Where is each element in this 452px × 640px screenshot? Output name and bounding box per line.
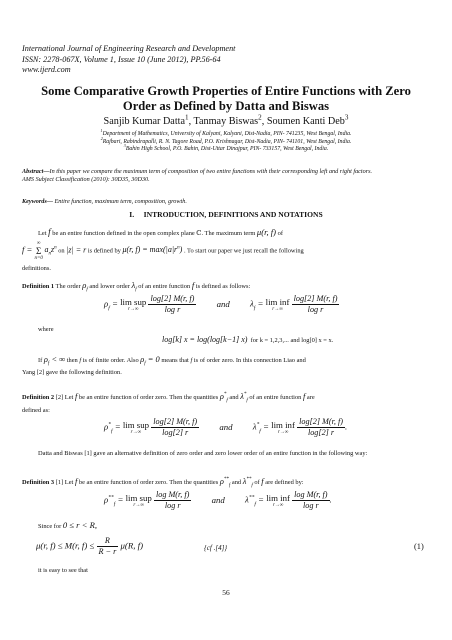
eq-period: . — [329, 494, 332, 505]
series-term — [44, 245, 57, 258]
affiliations — [0, 128, 452, 154]
abstract-label: Abstract— — [22, 168, 50, 175]
inequality-lhs: μ(r, f) ≤ M(r, f) ≤ — [36, 540, 95, 551]
paper-title: Some Comparative Growth Properties of Entire Functions with Zero Order as Defined by Datta and Biswas — [41, 84, 411, 113]
intro-paragraph-line3: definitions. — [22, 265, 51, 272]
text-fragment: and — [231, 479, 242, 486]
fraction — [154, 490, 191, 511]
math-sub-f: f — [246, 398, 248, 404]
fraction-denominator: log r — [164, 305, 181, 314]
math-sub-f: f — [226, 398, 228, 404]
eq-rho: ρ — [104, 298, 109, 309]
affiliation-1-text: Department of Mathematics, University of Kalyani, Kalyani, Dist-Nadia, PIN- 741235, West Bengal, India. — [102, 131, 352, 137]
author-2-sup: 2 — [258, 113, 262, 122]
fraction-denominator: log r — [302, 501, 319, 510]
fraction-numerator: R — [97, 536, 119, 547]
eq-rho: ρ — [104, 494, 109, 505]
fraction — [292, 490, 329, 511]
fraction-numerator: log[2] M(r, f) — [150, 294, 195, 303]
math-zero: = 0 — [145, 355, 160, 364]
math-sub-f: f — [86, 287, 88, 293]
fraction-numerator: log M(r, f) — [294, 490, 328, 499]
journal-site[interactable]: www.ijerd.com — [22, 65, 71, 74]
inequality-1 — [36, 536, 143, 557]
fraction — [297, 417, 348, 438]
text-fragment: If — [38, 357, 43, 364]
text-fragment: . The maximum term — [201, 230, 256, 237]
affiliation-2-sup: 2 — [100, 135, 103, 141]
math-condition: |z| = r — [66, 245, 87, 255]
text-fragment: . To start our paper we just recall the following — [183, 247, 304, 255]
sum-upper: ∞ — [36, 241, 41, 246]
since-line — [38, 521, 97, 531]
intro-paragraph-line1 — [38, 228, 430, 238]
limit-sub: r→∞ — [272, 307, 283, 312]
math-rho: ρ — [43, 355, 48, 364]
mu-def-rest: |r — [171, 245, 178, 255]
author-3-sup: 3 — [344, 113, 349, 122]
limit-sub: r→∞ — [272, 503, 284, 508]
affiliation-1-sup: 1 — [100, 128, 103, 134]
affiliation-3 — [0, 143, 452, 154]
fraction-denominator: log[2] r — [162, 428, 189, 437]
fraction — [151, 417, 199, 438]
eq-sub-f: f — [253, 305, 256, 312]
definition-2-intro — [22, 393, 434, 406]
paragraph-3: Datta and Biswas [1] gave an alternative definition of zero order and zero lower order of an entire function in the following way: — [38, 450, 368, 457]
iterated-log-text: for k = 1,2,3,... and log[0] x = x. — [250, 337, 334, 344]
fraction — [148, 294, 196, 315]
limsup-text: lim sup — [120, 297, 147, 307]
author-list: Sanjib Kumar Datta$^1$, Tanmay Biswas$^2$, Soumen Kanti Deb$^3$ — [103, 113, 349, 127]
text-fragment: [1] Let — [55, 479, 74, 486]
since-condition: 0 ≤ r < R, — [62, 520, 98, 530]
math-sub-f: f — [144, 361, 146, 367]
author-3: Soumen Kanti Deb — [266, 116, 345, 127]
text-fragment: be an entire function of order zero. Then the quantities — [78, 479, 219, 486]
inequality-rhs: μ(R, f) — [120, 540, 144, 551]
eq-sub-f: f — [254, 501, 256, 508]
limsup-operator — [120, 297, 146, 312]
math-sub-f: f — [228, 483, 231, 489]
series-z: z — [50, 245, 55, 255]
math-rho: ρ — [219, 392, 224, 401]
math-f: f — [48, 227, 51, 237]
limsup-operator — [123, 420, 149, 435]
math-complex-plane: ℂ — [196, 230, 202, 237]
eq-sub-f: f — [113, 501, 116, 508]
fraction-denominator: log r — [164, 501, 181, 510]
eq-period: . — [344, 421, 348, 432]
eq-lambda: λ — [245, 494, 249, 505]
text-fragment: of an entire function — [138, 283, 191, 290]
text-fragment: and lower order — [89, 283, 130, 290]
sum-sign: Σ — [36, 246, 42, 256]
definition-3-equation: $\rho^{**}_f$ = lim sup r→∞ $\frac{\text{log M(r, f)}}{\text{log r}}$ and $\lambda^{**}_f$ = lim inf r→∞ $\frac{\text{log M(r, f)}}{\text{log r}}$ . — [104, 490, 332, 510]
section-number: I. — [129, 210, 135, 219]
journal-issn: ISSN: 2278-067X, Volume 1, Issue 10 (June 2012), PP.56-64 — [22, 54, 221, 64]
paragraph-2-line2: Yang [2] gave the following definition. — [22, 369, 122, 376]
fraction-numerator: log[2] M(r, f) — [299, 417, 343, 426]
and-word: and — [219, 421, 233, 432]
limsup-text: lim sup — [122, 420, 150, 430]
text-fragment: on — [58, 247, 65, 255]
journal-header — [22, 44, 235, 76]
eq-lambda: λ — [249, 298, 254, 309]
equation-number: (1) — [414, 542, 424, 551]
limit-sub: r→∞ — [130, 430, 142, 435]
math-finite: < ∞ — [49, 355, 66, 364]
affiliation-3-sup: 3 — [123, 143, 126, 149]
mu-def-main: μ(r, f) = max(|a — [122, 245, 172, 255]
text-fragment: are — [306, 394, 315, 401]
eq-sub-f: f — [259, 428, 261, 435]
fraction-denominator: R − r — [98, 547, 117, 556]
limsup-operator — [126, 493, 152, 508]
fraction — [292, 294, 340, 315]
text-fragment: and — [229, 394, 239, 401]
text-fragment: be an entire function of order zero. Then the quantities — [78, 394, 219, 401]
author-1-sup: 1 — [185, 113, 189, 122]
keywords — [22, 198, 430, 205]
liminf-operator — [266, 297, 290, 312]
iterated-log-formula: log[k] x = log(log[k−1] x) — [162, 335, 248, 344]
msc-classification: AMS Subject Classification (2010): 30D35, 30D30. — [22, 176, 150, 183]
series-z-sup: n — [54, 245, 57, 251]
math-f: f — [261, 477, 264, 486]
definition-3-intro — [22, 478, 434, 491]
citation-ref: {cf .[4]} — [204, 544, 228, 552]
definition-3-label: Definition 3 — [22, 479, 55, 486]
eq-star: * — [256, 421, 260, 428]
affiliation-2-text: Rajbari, Rabindrapalli, R. N. Tagore Road, P.O. Krishnagar, Dist-Nadia, PIN- 741101, West Bengal, India. — [102, 138, 352, 145]
math-f: f — [302, 392, 306, 401]
liminf-text: lim inf — [271, 420, 295, 430]
text-fragment: is defined as follows: — [195, 283, 251, 290]
math-double-star: ** — [223, 477, 229, 483]
affiliation-1 — [0, 128, 452, 139]
author-1: Sanjib Kumar Datta — [103, 116, 186, 127]
liminf-text: lim inf — [265, 297, 290, 307]
eq-star: * — [108, 421, 111, 428]
text-fragment: Let — [38, 230, 47, 237]
math-rho: ρ — [219, 477, 224, 486]
fraction — [97, 536, 119, 557]
limit-sub: r→∞ — [127, 307, 139, 312]
math-f: f — [190, 357, 193, 364]
math-sub-f: f — [135, 287, 137, 293]
text-fragment: Since for — [38, 523, 62, 530]
keywords-label: Keywords— — [22, 198, 53, 205]
text-fragment: The order — [55, 283, 81, 290]
series-coef: a — [44, 245, 49, 255]
math-series-lhs: f = — [22, 244, 35, 255]
math-lambda: λ — [242, 477, 247, 486]
affiliation-3-text: Bahin High School, P.O. Bahin, Dist-Uttar Dinajpur, PIN- 733157, West Bengal, India. — [125, 146, 329, 153]
math-star: * — [223, 392, 227, 398]
text-fragment: of an entire function — [249, 394, 302, 401]
text-fragment: means that — [161, 357, 189, 364]
fraction-numerator: log[2] M(r, f) — [153, 417, 198, 426]
liminf-operator — [266, 493, 290, 508]
paragraph-2-line1 — [38, 356, 432, 369]
math-f: f — [74, 477, 78, 486]
easy-line: it is easy to see that — [38, 567, 88, 574]
fraction-numerator: log M(r, f) — [155, 490, 190, 499]
text-fragment: is of order zero. In this connection Liao and — [193, 357, 306, 364]
mu-definition: μ(r, $f) = \max(|a|r^n)$ — [122, 245, 183, 255]
math-lambda: λ — [240, 392, 244, 401]
eq-lambda: λ — [252, 421, 257, 432]
math-lambda: λ — [131, 280, 136, 290]
math-f: f — [79, 357, 82, 364]
author-2: Tanmay Biswas — [193, 116, 259, 127]
keywords-text: Entire function, maximum term, composition, growth. — [52, 198, 187, 205]
liminf-operator — [271, 420, 295, 435]
text-fragment: of — [277, 230, 283, 237]
limit-sub: r→∞ — [133, 503, 144, 508]
fraction-denominator: log r — [307, 305, 324, 314]
sum-operator — [34, 241, 42, 261]
math-double-star: ** — [246, 477, 252, 483]
limit-sub: r→∞ — [277, 430, 289, 435]
math-sub-f: f — [47, 361, 50, 367]
eq-sub-f: f — [108, 305, 110, 312]
limsup-text: lim sup — [125, 493, 152, 503]
section-title: INTRODUCTION, DEFINITIONS AND NOTATIONS — [143, 210, 323, 219]
text-fragment: [2] Let — [55, 394, 74, 401]
fraction-denominator: log[2] r — [307, 428, 335, 437]
text-fragment: are defined by: — [265, 479, 304, 486]
abstract — [22, 168, 430, 184]
and-word: and — [211, 494, 225, 505]
eq-double-star: ** — [108, 494, 114, 501]
eq-double-star: ** — [248, 494, 255, 501]
section-heading — [0, 210, 452, 219]
math-star: * — [243, 392, 247, 398]
definition-1-intro — [22, 281, 432, 295]
iterated-log-definition — [162, 336, 432, 345]
fraction-numerator: log[2] M(r, f) — [293, 294, 338, 303]
text-fragment: then — [66, 357, 78, 364]
math-rho: ρ — [82, 280, 87, 290]
sum-lower: n=0 — [34, 256, 43, 261]
math-rho: ρ — [140, 355, 145, 364]
and-word: and — [216, 298, 230, 309]
text-fragment: of — [254, 479, 260, 486]
math-sub-f: f — [251, 483, 253, 489]
series-coef-sub: n — [48, 252, 51, 258]
definition-1-equation: $\rho_f$ = lim sup r→∞ $\frac{\log[2] M(r, f)}{\text{log r}}$ and $\lambda_f$ = lim inf r→∞ $\frac{\log[2] M(r, f)}{\text{log r}}$ — [104, 294, 338, 314]
abstract-text: In this paper we compare the maximum term of composition of two entire functions with their corresponding left and right factors. — [49, 168, 373, 175]
definition-2-label: Definition 2 — [22, 394, 55, 401]
math-mu: μ(r, f) — [256, 227, 277, 237]
math-f: f — [74, 392, 78, 401]
eq-rho: ρ — [104, 421, 109, 432]
eq-sub-f: f — [110, 428, 113, 435]
where-text: where — [38, 326, 54, 333]
definition-2-line2: defined as: — [22, 407, 50, 414]
text-fragment: is of finite order. Also — [82, 357, 139, 364]
page-number: 56 — [222, 588, 230, 597]
math-f: f — [191, 280, 195, 290]
text-fragment: is defined by — [87, 247, 121, 255]
text-fragment: be an entire function defined in the open complex plane — [52, 230, 195, 237]
definition-2-equation: $\rho^*_f$ = lim sup r→∞ $\frac{\log[2] M(r, f)}{\log[2] r}$ and $\lambda^*_f$ = lim inf r→∞ $\frac{\log[2] M(r, f)}{\log[2] r}$ . — [104, 417, 348, 437]
definition-1-label: Definition 1 — [22, 283, 55, 290]
mu-def-close: ) — [179, 245, 183, 255]
liminf-text: lim inf — [266, 493, 290, 503]
intro-paragraph-line2 — [22, 241, 432, 261]
journal-name: International Journal of Engineering Research and Development — [22, 44, 236, 53]
